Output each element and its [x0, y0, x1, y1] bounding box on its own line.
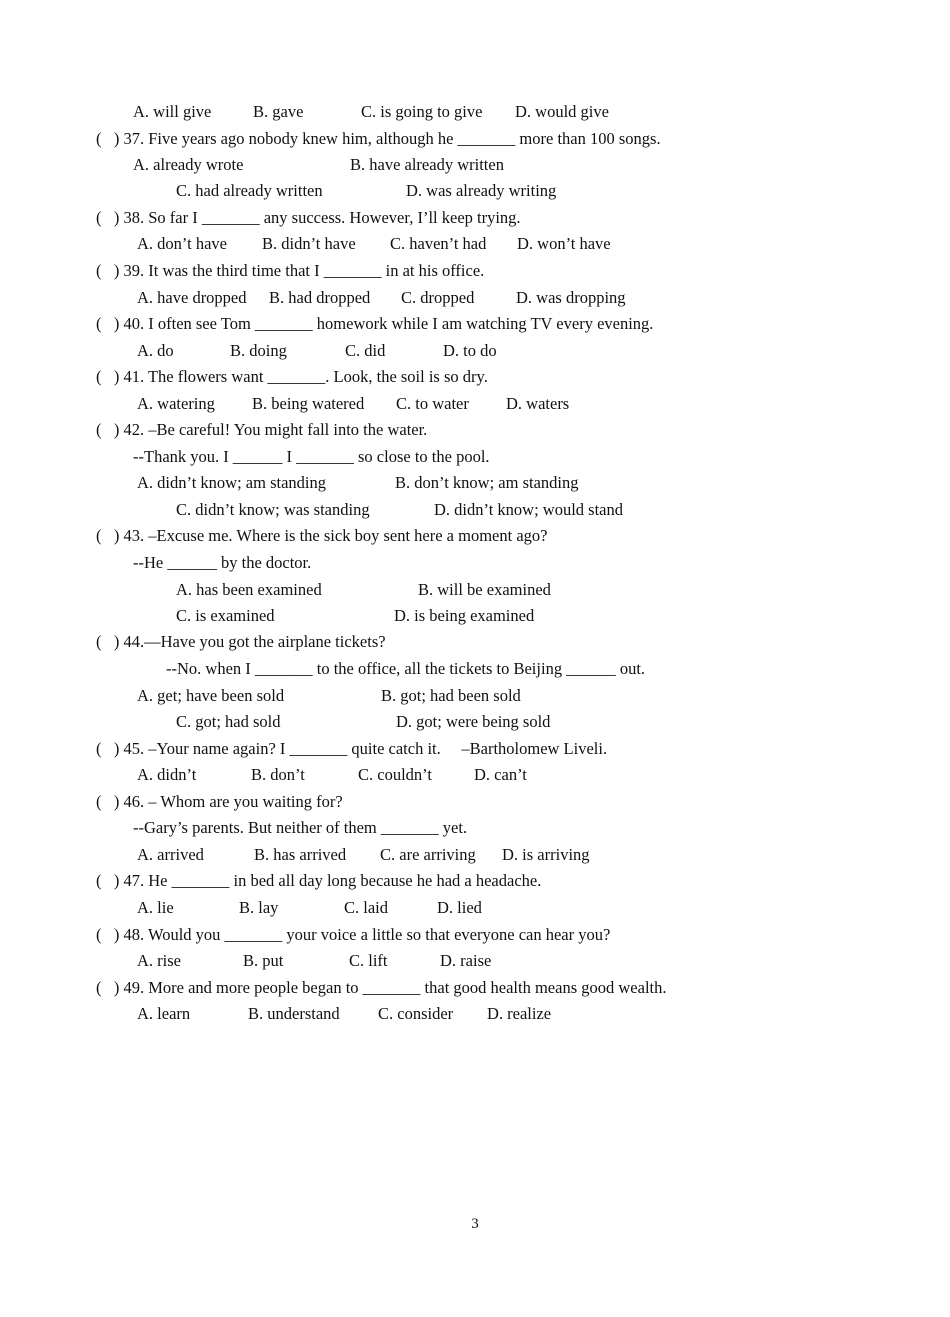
option-c: C. did: [345, 341, 386, 360]
question-48: ( ) 48. Would you _______ your voice a little so that everyone can hear you?: [96, 925, 611, 944]
option-c: C. couldn’t: [358, 765, 432, 784]
option-a: A. has been examined: [176, 580, 322, 599]
question-44-reply: --No. when I _______ to the office, all the tickets to Beijing ______ out.: [166, 659, 646, 678]
question-44: ( ) 44.—Have you got the airplane tickets?: [96, 632, 386, 651]
question-39: ( ) 39. It was the third time that I _______ in at his office.: [96, 261, 485, 280]
option-c: C. consider: [378, 1004, 454, 1023]
question-41: ( ) 41. The flowers want _______. Look, the soil is so dry.: [96, 367, 488, 386]
option-c: C. didn’t know; was standing: [176, 500, 370, 519]
option-d: D. can’t: [474, 765, 527, 784]
option-b: B. lay: [239, 898, 279, 917]
option-a: A. rise: [137, 951, 181, 970]
option-a: A. have dropped: [137, 288, 247, 307]
option-a: A. arrived: [137, 845, 204, 864]
option-d: D. realize: [487, 1004, 552, 1023]
option-d: D. would give: [515, 102, 609, 121]
option-d: D. raise: [440, 951, 492, 970]
option-c: C. got; had sold: [176, 712, 281, 731]
option-d: D. got; were being sold: [396, 712, 551, 731]
question-37: ( ) 37. Five years ago nobody knew him, although he _______ more than 100 songs.: [96, 129, 661, 148]
option-a: A. lie: [137, 898, 174, 917]
option-b: B. understand: [248, 1004, 340, 1023]
option-c: C. dropped: [401, 288, 475, 307]
option-a: A. do: [137, 341, 174, 360]
option-d: D. waters: [506, 394, 570, 413]
option-b: B. had dropped: [269, 288, 371, 307]
option-d: D. is being examined: [394, 606, 535, 625]
option-c: C. laid: [344, 898, 388, 917]
question-46: ( ) 46. – Whom are you waiting for?: [96, 792, 343, 811]
option-c: C. is examined: [176, 606, 275, 625]
option-c: C. had already written: [176, 181, 323, 200]
question-40: ( ) 40. I often see Tom _______ homework while I am watching TV every evening.: [96, 314, 654, 333]
option-b: B. didn’t have: [262, 234, 356, 253]
option-d: D. was already writing: [406, 181, 557, 200]
option-b: B. doing: [230, 341, 287, 360]
option-c: C. is going to give: [361, 102, 483, 121]
question-38: ( ) 38. So far I _______ any success. However, I’ll keep trying.: [96, 208, 521, 227]
option-d: D. to do: [443, 341, 497, 360]
option-b: B. will be examined: [418, 580, 551, 599]
option-b: B. got; had been sold: [381, 686, 521, 705]
option-b: B. being watered: [252, 394, 365, 413]
option-c: C. haven’t had: [390, 234, 487, 253]
option-a: A. learn: [137, 1004, 191, 1023]
question-47: ( ) 47. He _______ in bed all day long because he had a headache.: [96, 871, 542, 890]
page-number: 3: [471, 1216, 479, 1232]
option-a: A. already wrote: [133, 155, 244, 174]
option-b: B. don’t know; am standing: [395, 473, 579, 492]
option-a: A. didn’t know; am standing: [137, 473, 326, 492]
option-b: B. put: [243, 951, 284, 970]
question-43: ( ) 43. –Excuse me. Where is the sick boy sent here a moment ago?: [96, 526, 548, 545]
option-c: C. to water: [396, 394, 469, 413]
question-43-reply: --He ______ by the doctor.: [133, 553, 312, 572]
question-46-reply: --Gary’s parents. But neither of them _______ yet.: [133, 818, 468, 837]
option-d: D. lied: [437, 898, 482, 917]
option-a: A. watering: [137, 394, 215, 413]
option-b: B. gave: [253, 102, 304, 121]
option-b: B. has arrived: [254, 845, 347, 864]
option-c: C. lift: [349, 951, 388, 970]
question-42-reply: --Thank you. I ______ I _______ so close to the pool.: [133, 447, 490, 466]
option-a: A. will give: [133, 102, 212, 121]
option-b: B. don’t: [251, 765, 305, 784]
option-a: A. don’t have: [137, 234, 227, 253]
option-d: D. won’t have: [517, 234, 611, 253]
question-42: ( ) 42. –Be careful! You might fall into the water.: [96, 420, 428, 439]
option-d: D. didn’t know; would stand: [434, 500, 623, 519]
option-a: A. get; have been sold: [137, 686, 285, 705]
option-a: A. didn’t: [137, 765, 197, 784]
option-c: C. are arriving: [380, 845, 476, 864]
option-b: B. have already written: [350, 155, 504, 174]
option-d: D. is arriving: [502, 845, 590, 864]
question-49: ( ) 49. More and more people began to _______ that good health means good wealth.: [96, 978, 667, 997]
option-d: D. was dropping: [516, 288, 626, 307]
question-45: ( ) 45. –Your name again? I _______ quite catch it. –Bartholomew Liveli.: [96, 739, 608, 758]
